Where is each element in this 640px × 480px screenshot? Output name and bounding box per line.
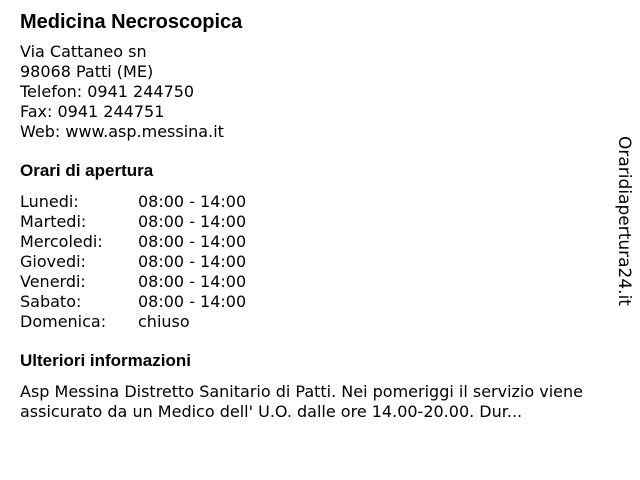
fax-number: Fax: 0941 244751 xyxy=(20,102,165,121)
day-label: Sabato: xyxy=(20,292,82,311)
day-label: Giovedi: xyxy=(20,252,86,271)
day-label: Venerdi: xyxy=(20,272,86,291)
hours-value: 08:00 - 14:00 xyxy=(138,192,247,211)
business-name: Medicina Necroscopica xyxy=(20,11,243,33)
hours-row-friday xyxy=(20,272,610,292)
further-info-text: Asp Messina Distretto Sanitario di Patti. Nei pomeriggi il servizio viene assicurato da un Medico dell' U.O. dalle ore 14.00-20.00. Dur... xyxy=(20,382,583,421)
site-watermark: Oraridiapertura24.it xyxy=(614,136,634,306)
hours-row-saturday xyxy=(20,292,610,312)
hours-value: 08:00 - 14:00 xyxy=(138,212,247,231)
day-label: Mercoledi: xyxy=(20,232,103,251)
hours-row-wednesday xyxy=(20,232,610,252)
street-address: Via Cattaneo sn xyxy=(20,42,147,61)
hours-value: 08:00 - 14:00 xyxy=(138,272,247,291)
hours-row-sunday xyxy=(20,312,610,332)
hours-row-monday xyxy=(20,192,610,212)
hours-value: 08:00 - 14:00 xyxy=(138,232,247,251)
address-block xyxy=(20,42,610,142)
business-card xyxy=(20,10,610,422)
day-label: Domenica: xyxy=(20,312,107,331)
hours-value: chiuso xyxy=(138,312,190,331)
phone-number: Telefon: 0941 244750 xyxy=(20,82,195,101)
opening-hours-table xyxy=(20,192,610,332)
hours-value: 08:00 - 14:00 xyxy=(138,252,247,271)
hours-row-tuesday xyxy=(20,212,610,232)
postal-city: 98068 Patti (ME) xyxy=(20,62,154,81)
opening-hours-title: Orari di apertura xyxy=(20,161,154,180)
hours-value: 08:00 - 14:00 xyxy=(138,292,247,311)
website: Web: www.asp.messina.it xyxy=(20,122,224,141)
day-label: Martedi: xyxy=(20,212,87,231)
hours-row-thursday xyxy=(20,252,610,272)
further-info-title: Ulteriori informazioni xyxy=(20,351,191,370)
day-label: Lunedi: xyxy=(20,192,79,211)
